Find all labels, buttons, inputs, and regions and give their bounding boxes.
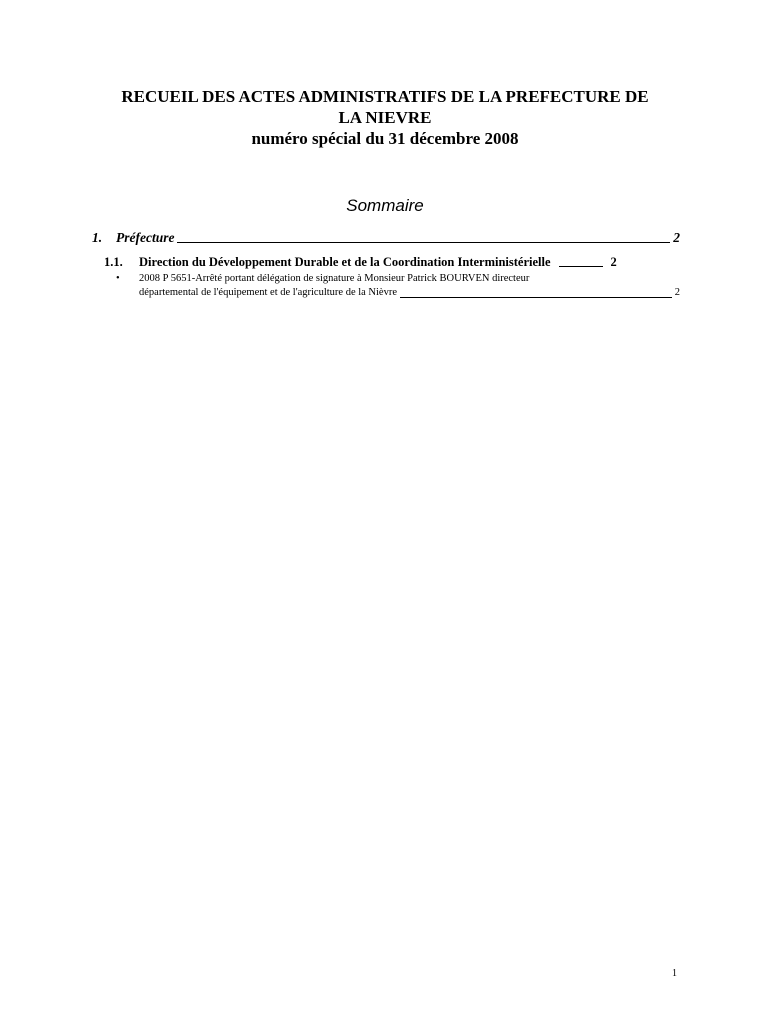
toc-leader-line (177, 241, 670, 243)
document-title (0, 86, 770, 149)
toc-entry-label-line1: 2008 P 5651-Arrêté portant délégation de signature à Monsieur Patrick BOURVEN directeur (139, 273, 530, 284)
toc-entry-number: 1.1. (104, 255, 123, 269)
toc-entry-page: 2 (674, 287, 680, 298)
toc-entry-page: 2 (673, 230, 680, 245)
toc-entry-label-line2: départemental de l'équipement et de l'agriculture de la Nièvre (139, 287, 397, 298)
toc-entry-direction[interactable] (104, 255, 680, 270)
toc-entry-line2 (139, 286, 680, 300)
toc-leader-line (559, 265, 603, 267)
toc-entry-label: Préfecture (116, 230, 175, 245)
bullet-icon: • (116, 273, 120, 284)
title-line-1: RECUEIL DES ACTES ADMINISTRATIFS DE LA PREFECTURE DE (121, 87, 649, 106)
toc-entry-prefecture[interactable] (92, 230, 680, 246)
page-number: 1 (672, 968, 677, 979)
toc-leader-line (400, 296, 672, 298)
title-line-3: numéro spécial du 31 décembre 2008 (251, 129, 519, 148)
toc-entry-page: 2 (610, 255, 617, 269)
toc-entry-label: Direction du Développement Durable et de la Coordination Interministérielle (139, 255, 551, 269)
toc-entry-number: 1. (92, 230, 103, 245)
title-line-2: LA NIEVRE (338, 108, 432, 127)
sommaire-heading: Sommaire (346, 196, 424, 215)
